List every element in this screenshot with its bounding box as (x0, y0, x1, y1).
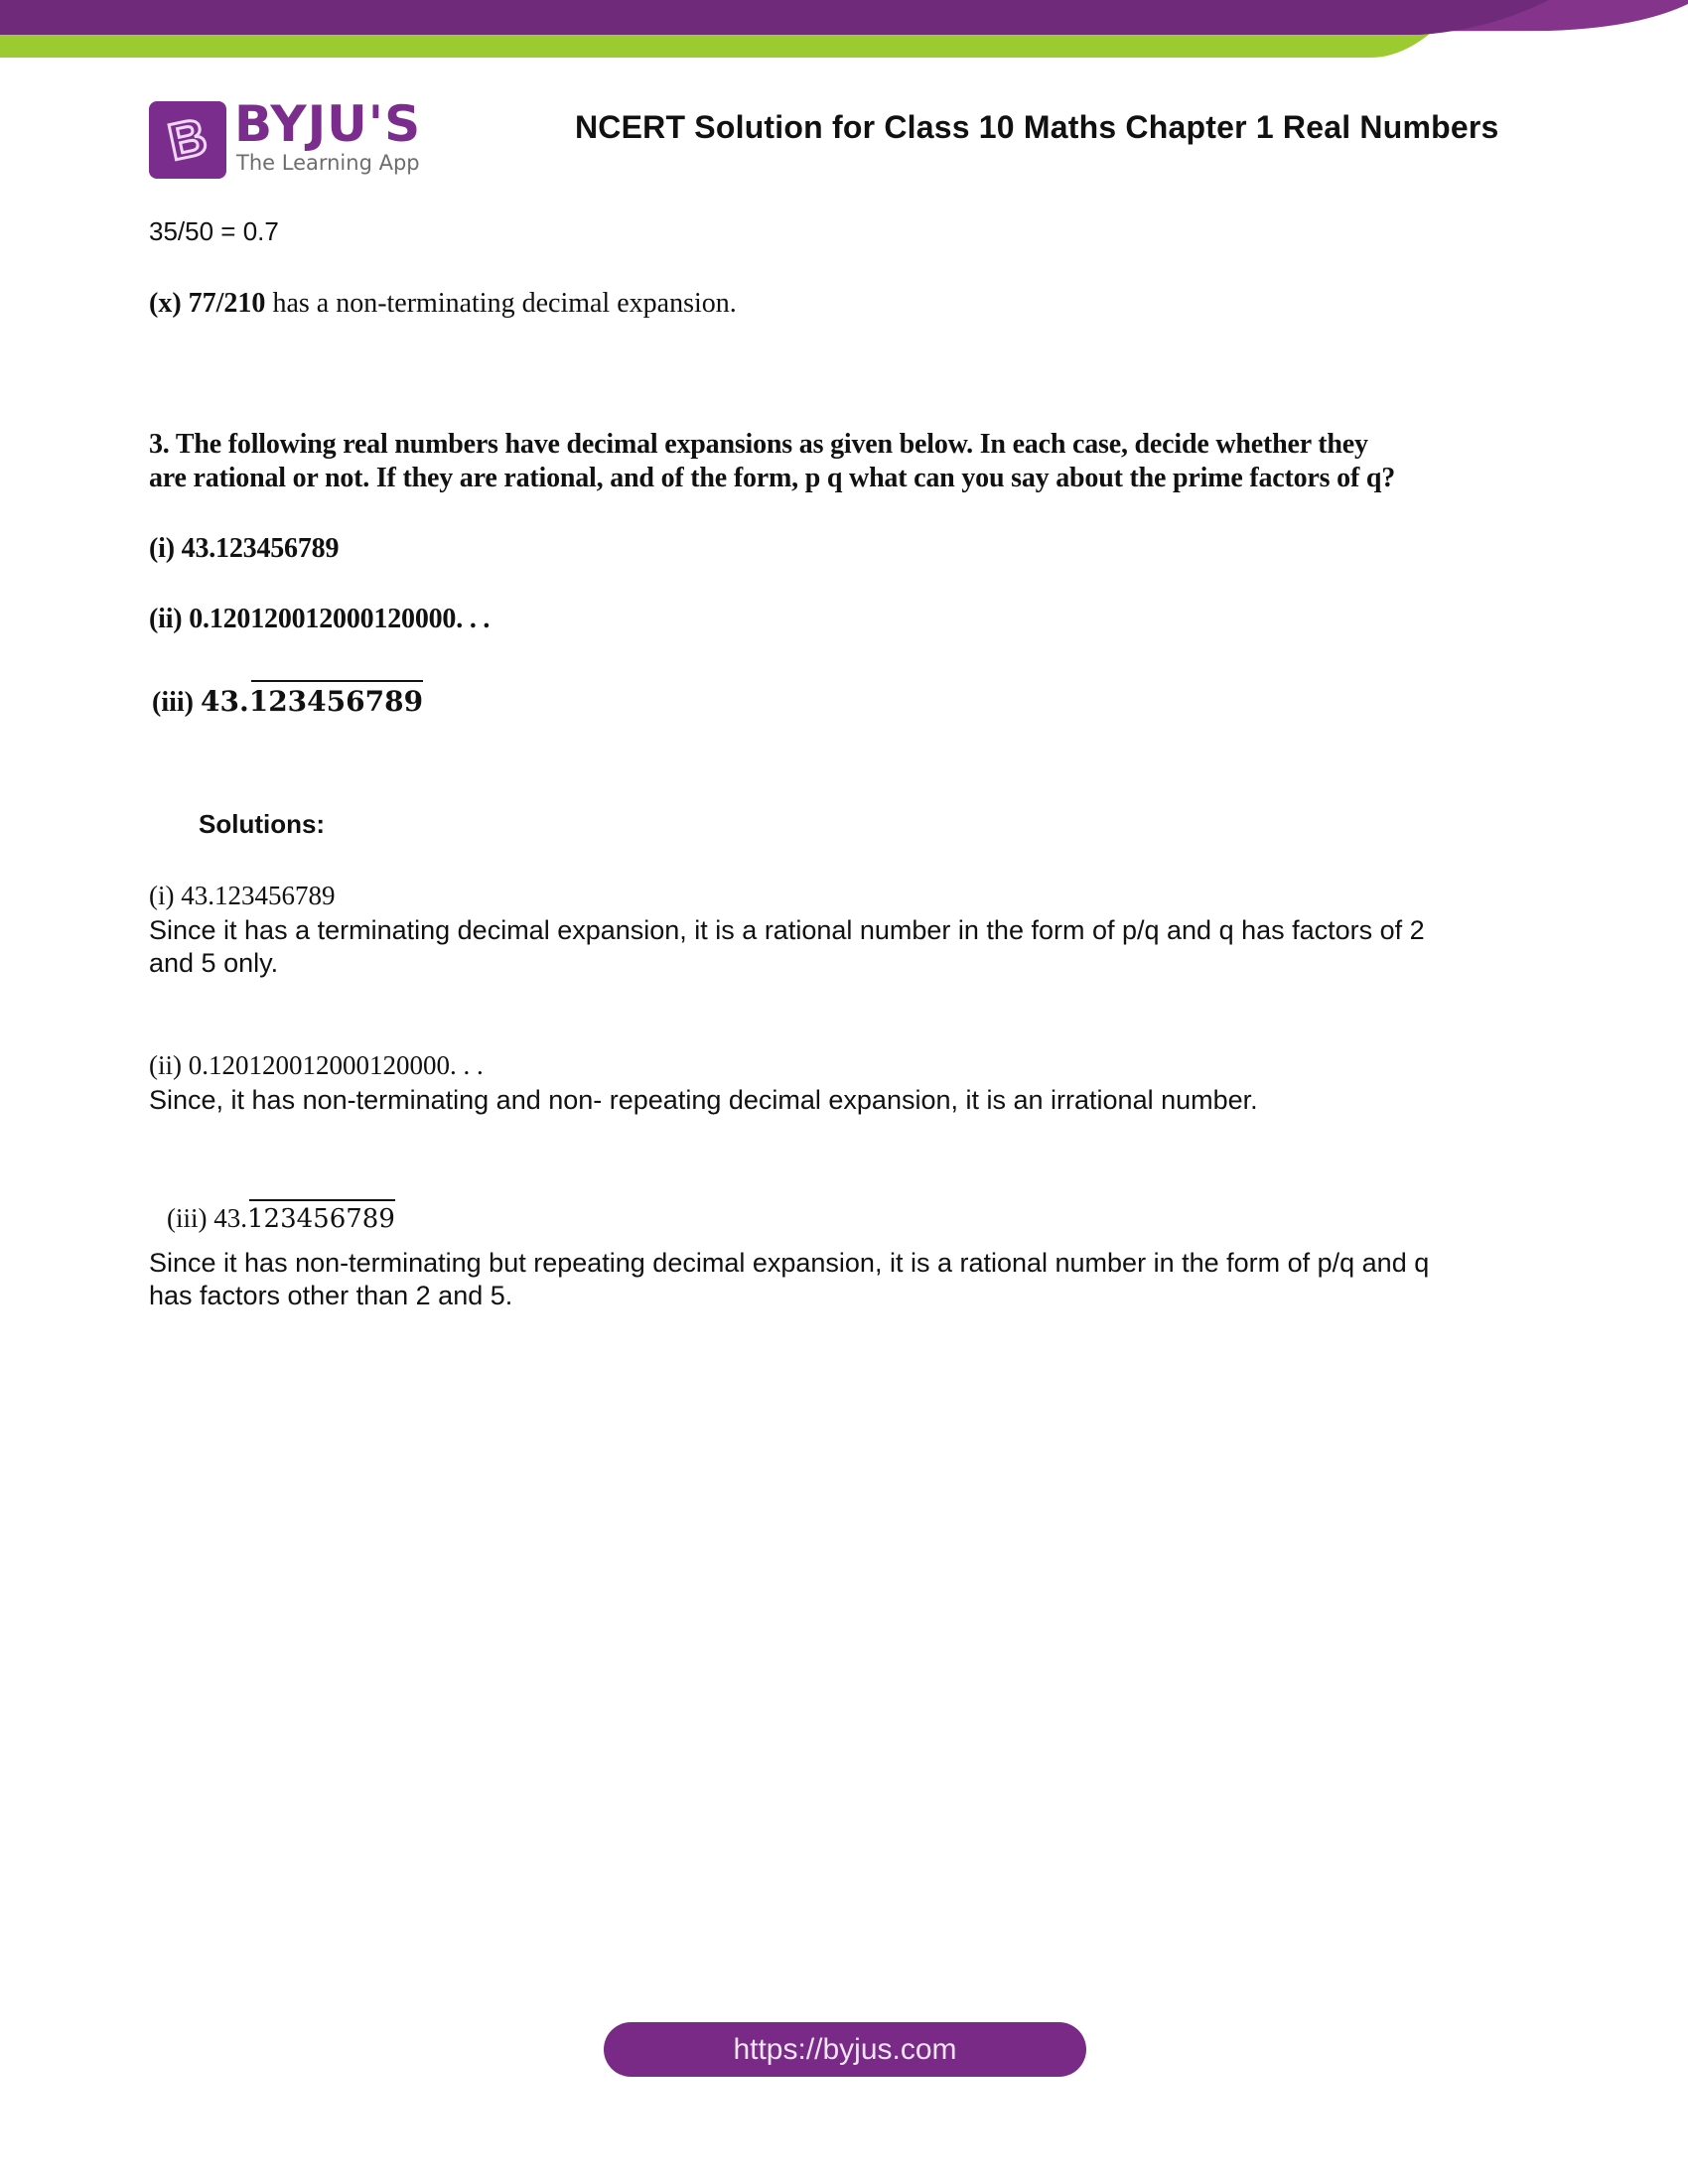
part-iii-repeating: 123456789 (248, 685, 424, 718)
brand-name: BYJU'S (234, 95, 422, 153)
prev-calculation: 35/50 = 0.7 (149, 216, 279, 246)
item-x (149, 288, 737, 320)
question-part-i (149, 533, 339, 565)
part-ii-value: 0.120120012000120000. . . (189, 604, 491, 634)
question-part-iii (152, 685, 423, 719)
solution-iii-repeating: 123456789 (247, 1204, 395, 1234)
solution-iii-line-2: has factors other than 2 and 5. (149, 1281, 513, 1310)
solution-i-line-1: Since it has a terminating decimal expansion, it is a rational number in the form of p/q and q has factors of 2 (149, 915, 1425, 945)
logo-icon (149, 101, 226, 179)
part-iii-int: 43. (201, 685, 249, 718)
item-x-label: (x) 77/210 (149, 288, 266, 319)
byjus-logo (149, 95, 437, 181)
part-i-value: 43.123456789 (181, 533, 340, 564)
solutions-heading: Solutions: (199, 809, 326, 839)
solution-iii-label (167, 1203, 395, 1234)
question-part-ii (149, 604, 490, 635)
question-line-2: are rational or not. If they are rational, and of the form, p q what can you say about the prime factors of q? (149, 463, 1396, 493)
solution-ii-line-1: Since, it has non-terminating and non- repeating decimal expansion, it is an irrational number. (149, 1085, 1258, 1115)
header-band (0, 0, 1688, 69)
solution-iii-line-1: Since it has non-terminating but repeating decimal expansion, it is a rational number in the form of p/q and q (149, 1248, 1430, 1278)
part-ii-label: (ii) (149, 604, 190, 634)
logo-letter: B (163, 107, 212, 173)
question-line-1: 3. The following real numbers have decimal expansions as given below. In each case, decide whether they (149, 429, 1368, 460)
brand-tagline: The Learning App (236, 151, 420, 175)
footer-url-link[interactable]: https://byjus.com (604, 2022, 1086, 2077)
solution-ii-label: (ii) 0.120120012000120000. . . (149, 1050, 484, 1080)
solution-i-line-2: and 5 only. (149, 948, 279, 978)
page-title: NCERT Solution for Class 10 Maths Chapter 1 Real Numbers (575, 109, 1499, 145)
solution-i-label: (i) 43.123456789 (149, 881, 336, 910)
part-i-label: (i) (149, 533, 182, 564)
item-x-text: has a non-terminating decimal expansion. (265, 288, 737, 319)
part-iii-label: (iii) (152, 687, 201, 718)
solution-iii-prefix: (iii) 43. (167, 1203, 247, 1233)
